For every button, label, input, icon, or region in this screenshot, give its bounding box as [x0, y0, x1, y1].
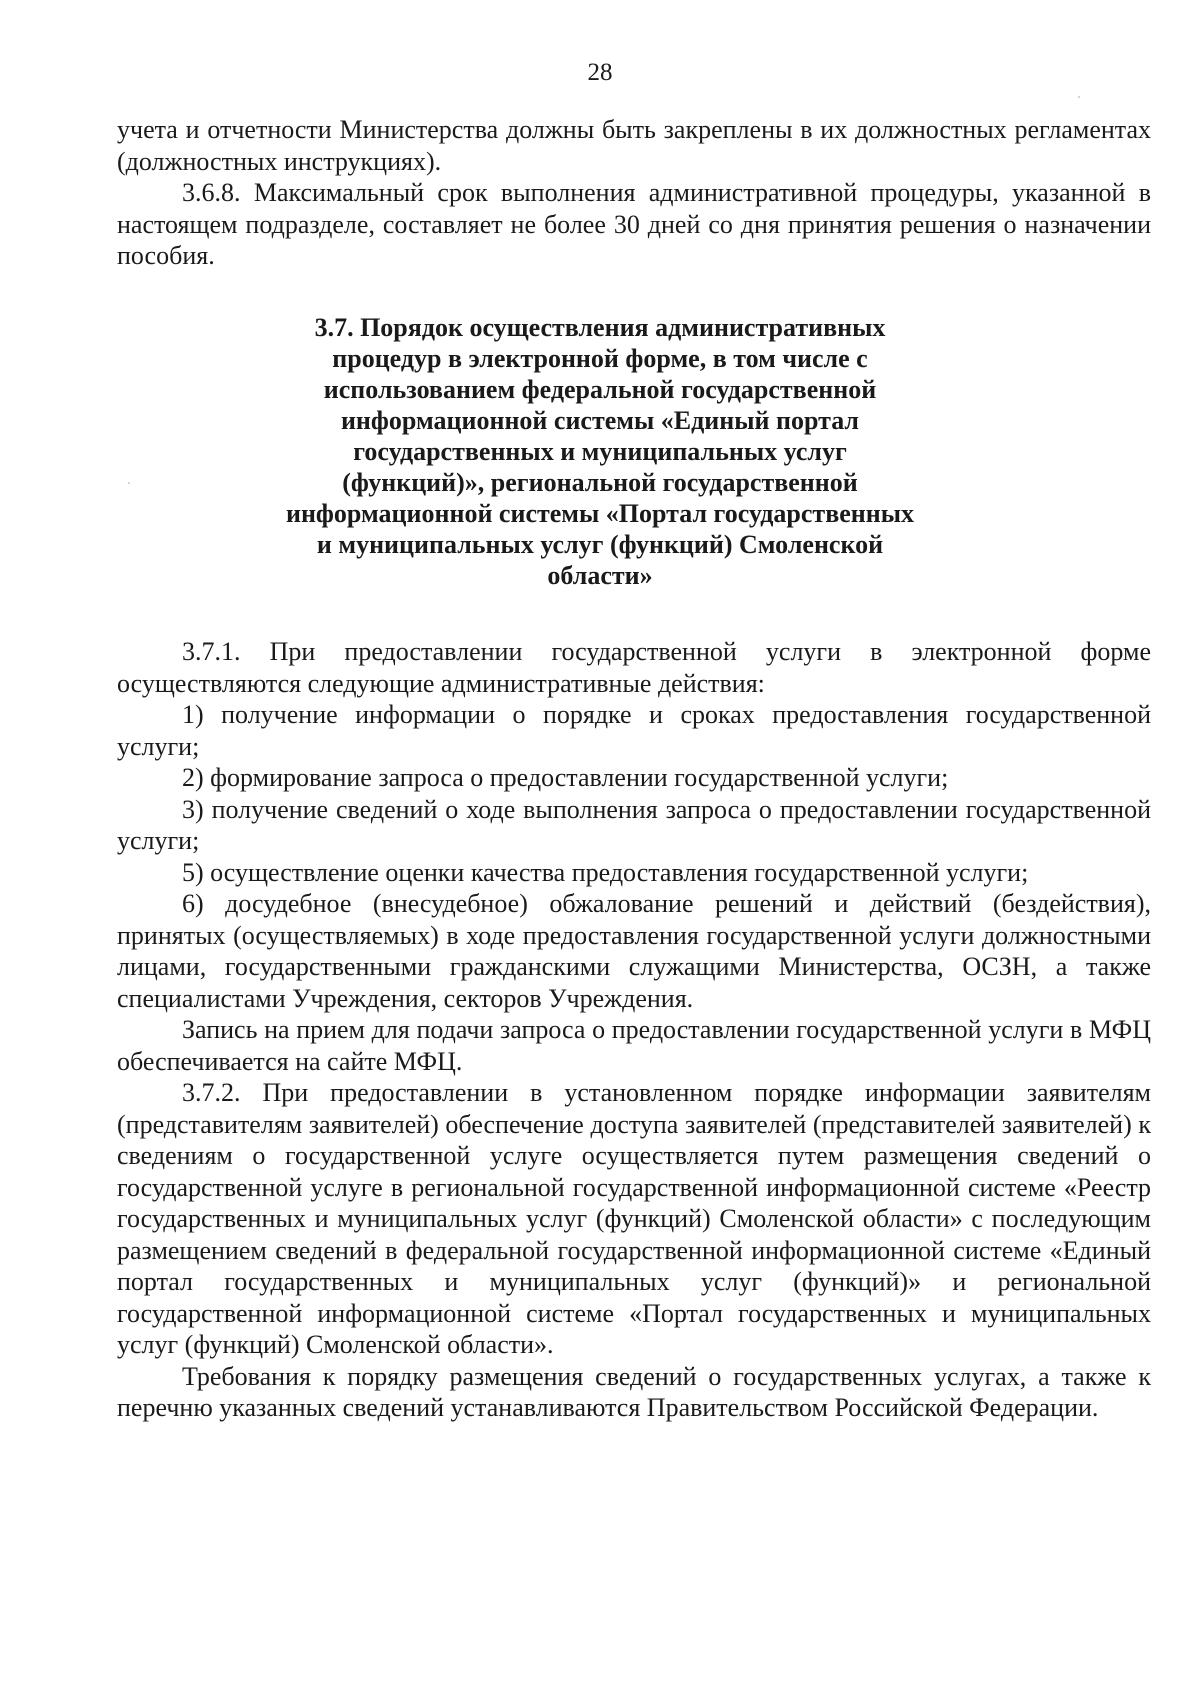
paragraph-mfc-appointment: Запись на прием для подачи запроса о предоставлении государственной услуги в МФЦ обеспечивается на сайте МФЦ.: [117, 1015, 1151, 1076]
body-text-block: [117, 636, 1151, 1424]
list-item-2: 2) формирование запроса о предоставлении государственной услуги;: [182, 763, 949, 792]
paragraph-3-6-8: 3.6.8. Максимальный срок выполнения административной процедуры, указанной в настоящем подразделе, составляет не более 30 дней со дня принятия решения о назначении пособия.: [117, 178, 1151, 270]
list-item-1: 1) получение информации о порядке и сроках предоставления государственной услуги;: [117, 700, 1151, 761]
heading-line: использованием федеральной государственной: [323, 375, 877, 404]
list-item-6: 6) досудебное (внесудебное) обжалование решений и действий (бездействия), принятых (осуществляемых) в ходе предоставления государственной услуги должностными лицами, государственными гражданскими служащими Министерства, ОСЗН, а также специалистами Учреждения, секторов Учреждения.: [117, 889, 1151, 1013]
list-item-5: 5) осуществление оценки качества предоставления государственной услуги;: [182, 857, 1029, 887]
paragraph-requirements: Требования к порядку размещения сведений о государственных услугах, а также к перечню указанных сведений устанавливаются Правительством Российской Федерации.: [117, 1361, 1151, 1422]
heading-line: процедур в электронной форме, в том числе с: [332, 344, 868, 373]
heading-line: государственных и муниципальных услуг: [353, 437, 847, 466]
paragraph-3-7-2: 3.7.2. При предоставлении в установленном порядке информации заявителям (представителям заявителей) обеспечение доступа заявителей (представителей заявителей) к сведениям о государственной услуге осуществляется путем размещения сведений о государственной услуге в региональной государственной информационной системе «Реестр государственных и муниципальных услуг (функций) Смоленской области» с последующим размещением сведений в федеральной государственной информационной системе «Единый портал государственных и муниципальных услуг (функций)» и региональной государственной информационной системе «Портал государственных и муниципальных услуг (функций) Смоленской области».: [117, 1078, 1151, 1359]
section-heading: [0, 312, 1200, 591]
heading-line: 3.7. Порядок осуществления административных: [314, 313, 886, 342]
scan-speck: [1078, 96, 1080, 98]
paragraph-3-7-1: 3.7.1. При предоставлении государственной услуги в электронной форме осуществляются следующие административные действия:: [117, 637, 1151, 698]
scan-speck: [128, 482, 130, 484]
heading-line: (функций)», региональной государственной: [342, 468, 858, 497]
top-text-block: [117, 114, 1151, 272]
heading-line: области»: [547, 561, 653, 590]
paragraph-continuation: учета и отчетности Министерства должны быть закреплены в их должностных регламентах (должностных инструкциях).: [117, 115, 1151, 176]
heading-line: информационной системы «Портал государственных: [285, 499, 915, 528]
page-number: 28: [587, 59, 613, 86]
heading-line: и муниципальных услуг (функций) Смоленской: [316, 530, 884, 559]
list-item-3: 3) получение сведений о ходе выполнения запроса о предоставлении государственной услуги;: [117, 794, 1151, 855]
heading-line: информационной системы «Единый портал: [340, 406, 860, 435]
